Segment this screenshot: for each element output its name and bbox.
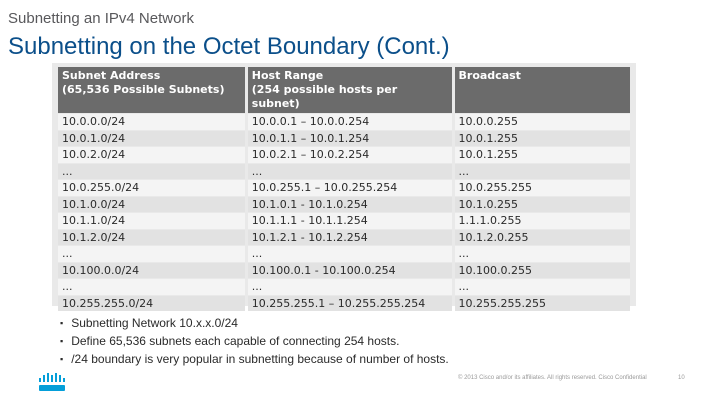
broadcast-cell: ... <box>455 164 630 180</box>
subnet-address-cell: ... <box>58 246 245 262</box>
broadcast-cell: 10.0.0.255 <box>455 114 630 130</box>
bullet-item <box>60 315 449 333</box>
cisco-logo <box>38 373 68 393</box>
host-range-cell: ... <box>248 246 452 262</box>
table-row <box>58 213 630 229</box>
table-row <box>58 180 630 196</box>
subnet-address-cell: 10.0.2.0/24 <box>58 147 245 163</box>
subnet-table-panel <box>52 63 636 310</box>
footer-copyright: © 2013 Cisco and/or its affiliates. All rights reserved. Cisco Confidential <box>458 375 647 381</box>
host-range-cell: 10.100.0.1 - 10.100.0.254 <box>248 263 452 279</box>
host-range-cell: 10.1.1.1 - 10.1.1.254 <box>248 213 452 229</box>
broadcast-cell: 10.0.1.255 <box>455 131 630 147</box>
host-range-cell: 10.1.0.1 - 10.1.0.254 <box>248 197 452 213</box>
header-broadcast <box>455 67 630 113</box>
subnet-address-cell: 10.100.0.0/24 <box>58 263 245 279</box>
subnet-address-cell: 10.1.1.0/24 <box>58 213 245 229</box>
table-row <box>58 131 630 147</box>
subnet-table <box>55 66 633 312</box>
table-row <box>58 263 630 279</box>
header-host-range-subtitle: (254 possible hosts per subnet) <box>251 83 398 110</box>
host-range-cell: 10.0.2.1 – 10.0.2.254 <box>248 147 452 163</box>
bullet-list <box>60 315 449 369</box>
header-subnet-address-subtitle: (65,536 Possible Subnets) <box>62 83 225 96</box>
host-range-cell: 10.0.0.1 – 10.0.0.254 <box>248 114 452 130</box>
bullet-marker-icon: ▪ <box>60 336 64 346</box>
bullet-text: Subnetting Network 10.x.x.0/24 <box>71 316 238 330</box>
broadcast-cell: 10.0.1.255 <box>455 147 630 163</box>
header-host-range <box>248 67 452 113</box>
host-range-cell: ... <box>248 279 452 295</box>
host-range-cell: 10.0.255.1 – 10.0.255.254 <box>248 180 452 196</box>
host-range-cell: 10.255.255.1 – 10.255.255.254 <box>248 296 452 312</box>
bullet-text: Define 65,536 subnets each capable of connecting 254 hosts. <box>71 334 400 348</box>
header-broadcast-title: Broadcast <box>458 69 521 82</box>
subnet-address-cell: ... <box>58 164 245 180</box>
table-row <box>58 279 630 295</box>
header-host-range-title: Host Range <box>251 69 324 82</box>
broadcast-cell: 10.1.0.255 <box>455 197 630 213</box>
bullet-marker-icon: ▪ <box>60 354 64 364</box>
broadcast-cell: 10.100.0.255 <box>455 263 630 279</box>
broadcast-cell: 10.255.255.255 <box>455 296 630 312</box>
header-subnet-address <box>58 67 245 113</box>
broadcast-cell: 10.0.255.255 <box>455 180 630 196</box>
host-range-cell: 10.0.1.1 – 10.0.1.254 <box>248 131 452 147</box>
subnet-address-cell: 10.0.1.0/24 <box>58 131 245 147</box>
table-header-row <box>58 67 630 113</box>
table-row <box>58 114 630 130</box>
table-row <box>58 164 630 180</box>
page-number: 10 <box>678 375 685 381</box>
subnet-address-cell: 10.255.255.0/24 <box>58 296 245 312</box>
table-row <box>58 147 630 163</box>
subnet-address-cell: 10.0.0.0/24 <box>58 114 245 130</box>
broadcast-cell: 1.1.1.0.255 <box>455 213 630 229</box>
subnet-address-cell: ... <box>58 279 245 295</box>
slide-title: Subnetting on the Octet Boundary (Cont.) <box>8 33 450 60</box>
host-range-cell: 10.1.2.1 - 10.1.2.254 <box>248 230 452 246</box>
bullet-marker-icon: ▪ <box>60 318 64 328</box>
broadcast-cell: 10.1.2.0.255 <box>455 230 630 246</box>
header-subnet-address-title: Subnet Address <box>62 69 161 82</box>
subnet-address-cell: 10.1.2.0/24 <box>58 230 245 246</box>
subnet-address-cell: 10.0.255.0/24 <box>58 180 245 196</box>
broadcast-cell: ... <box>455 279 630 295</box>
subnet-address-cell: 10.1.0.0/24 <box>58 197 245 213</box>
bullet-item <box>60 351 449 369</box>
bullet-text: /24 boundary is very popular in subnetting because of number of hosts. <box>71 352 449 366</box>
table-row <box>58 197 630 213</box>
bullet-item <box>60 333 449 351</box>
table-row <box>58 246 630 262</box>
broadcast-cell: ... <box>455 246 630 262</box>
host-range-cell: ... <box>248 164 452 180</box>
table-row <box>58 230 630 246</box>
table-body <box>58 114 630 311</box>
slide-kicker: Subnetting an IPv4 Network <box>8 10 194 27</box>
table-row <box>58 296 630 312</box>
